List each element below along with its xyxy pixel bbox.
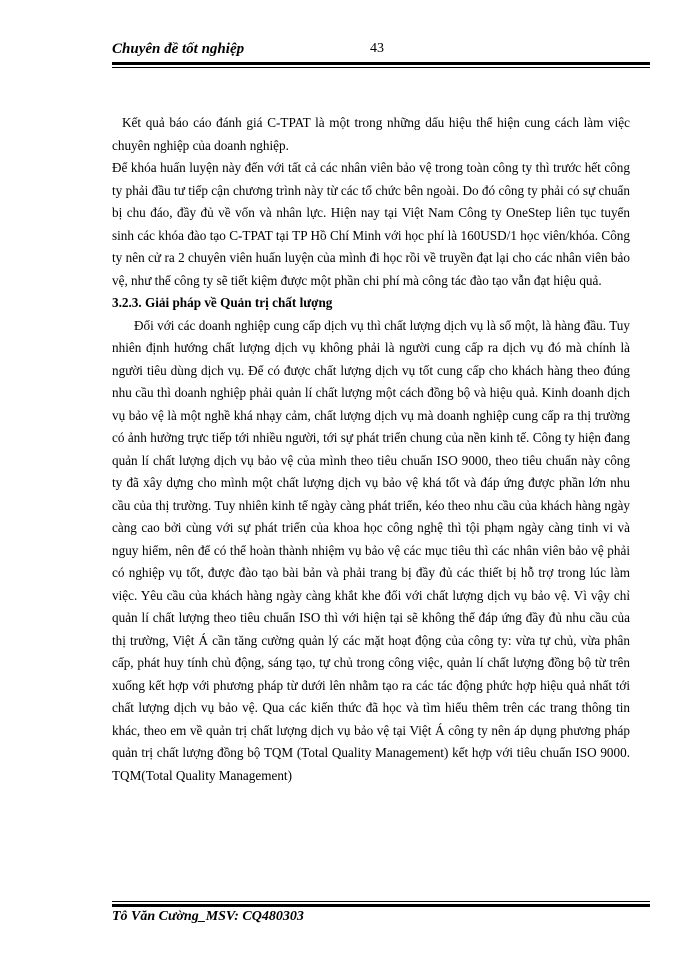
paragraph-1: Kết quả báo cáo đánh giá C-TPAT là một trong những dấu hiệu thể hiện cung cách làm việc chuyên nghiệp của doanh nghiệp.: [112, 115, 630, 153]
footer-author: Tô Văn Cường_MSV: CQ480303: [112, 909, 304, 924]
section-heading: 3.2.3. Giải pháp về Quản trị chất lượng: [112, 295, 333, 310]
paragraph-2: Để khóa huấn luyện này đến với tất cả các nhân viên bảo vệ trong toàn công ty thì trước hết công ty phải đầu tư tiếp cận chương trình này từ các tổ chức bên ngoài. Do đó công ty phải có sự chuẩn bị chu đáo, đầy đủ về vốn và nhân lực. Hiện nay tại Việt Nam Công ty OneStep liên tục tuyển sinh các khóa đào tạo C-TPAT tại TP Hồ Chí Minh với học phí là 160USD/1 học viên/khóa. Công ty nên cử ra 2 chuyên viên huấn luyện của mình đi học rồi về truyền đạt lại cho các nhân viên bảo vệ, như thế công ty sẽ tiết kiệm được một phần chi phí mà công tác đào tạo vẫn đạt hiệu quả.: [112, 160, 630, 288]
header-title: Chuyên đề tốt nghiệp: [112, 41, 245, 57]
footer-rule-thin: [112, 901, 650, 902]
paragraph-3: Đối với các doanh nghiệp cung cấp dịch vụ thì chất lượng dịch vụ là số một, là hàng đầu. Tuy nhiên định hướng chất lượng dịch vụ không phải là người cung cấp ra dịch vụ đó mà chính là người tiêu dùng dịch vụ. Để có được chất lượng dịch vụ tốt cung cấp cho khách hàng theo đúng nhu cầu thì doanh nghiệp phải quản lí chất lượng một cách đồng bộ và hiệu quả. Kinh doanh dịch vụ bảo vệ là một nghề khá nhạy cảm, chất lượng dịch vụ mà doanh nghiệp cung cấp ra thị trường có ảnh hưởng trực tiếp tới nhiều người, tới sự phát triển chung của nền kinh tế. Công ty hiện đang quản lí chất lượng dịch vụ bảo vệ của mình theo tiêu chuẩn ISO 9000, theo tiêu chuẩn này công ty đã xây dựng cho mình một chất lượng dịch vụ bảo vệ khá tốt và đáp ứng được phần lớn nhu cầu của thị trường. Tuy nhiên kinh tế ngày càng phát triển, kéo theo nhu cầu của khách hàng ngày càng cao bởi cùng với sự phát triển của khoa học công nghệ thì tội phạm ngày càng tinh vi và nguy hiểm, nên để có thể hoàn thành nhiệm vụ bảo vệ các mục tiêu thì các nhân viên bảo vệ phải có nghiệp vụ tốt, được đào tạo bài bản và phải trang bị đầy đủ các thiết bị hỗ trợ trong lúc làm việc. Yêu cầu của khách hàng ngày càng khắt khe đối với chất lượng dịch vụ bảo vệ. Vì vậy chỉ quản lí chất lượng theo tiêu chuẩn ISO thì với hiện tại sẽ không thể đáp ứng đầy đủ nhu cầu của thị trường, Việt Á cần tăng cường quản lý các mặt hoạt động của công ty: vừa tự chủ, vừa phân cấp, phát huy tính chủ động, sáng tạo, tự chủ trong công việc, quản lí chất lượng đồng bộ từ trên xuống kết hợp với phương pháp từ dưới lên nhằm tạo ra các tác động phức hợp hiệu quả nhất tới chất lượng dịch vụ bảo vệ. Qua các kiến thức đã học và tìm hiểu thêm trên các trang thông tin khác, theo em về quản trị chất lượng dịch vụ bảo vệ tại Việt Á công ty nên áp dụng phương pháp quản trị chất lượng đồng bộ TQM (Total Quality Management) kết hợp với tiêu chuẩn ISO 9000. TQM(Total Quality Management): [112, 317, 630, 783]
page-header: [112, 38, 650, 62]
header-rule-thin: [112, 67, 650, 68]
footer-rule: [112, 904, 650, 907]
page-number: 43: [370, 41, 384, 56]
document-body: [112, 112, 630, 787]
header-rule: [112, 62, 650, 65]
